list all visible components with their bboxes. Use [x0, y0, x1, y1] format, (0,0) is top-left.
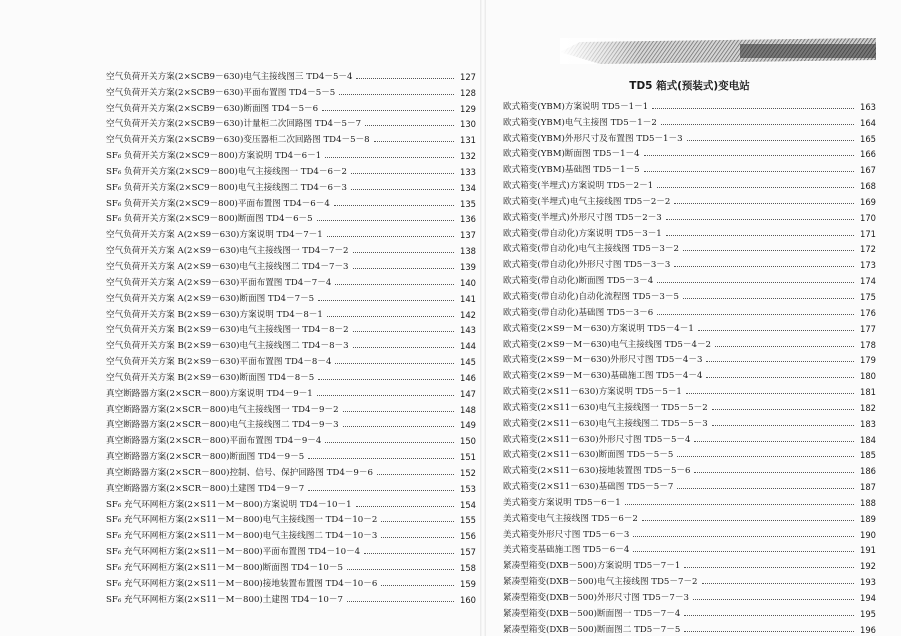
toc-entry-page: 194: [860, 593, 876, 603]
dot-leader: [351, 173, 454, 174]
dot-leader: [694, 441, 854, 442]
dot-leader: [381, 521, 454, 522]
toc-entry-title: 紧凑型箱变(DXB－500)断面图二 TD5－7－5: [503, 624, 681, 635]
toc-entry-title: 欧式箱变(带自动化)基础图 TD5－3－6: [503, 307, 654, 318]
toc-entry: [106, 272, 476, 288]
toc-entry: [503, 555, 876, 571]
dot-leader: [317, 395, 454, 396]
dot-leader: [347, 601, 454, 602]
toc-entry: [106, 335, 476, 351]
toc-entry-page: 182: [860, 402, 876, 413]
toc-entry-title: 欧式箱变(YBM)方案说明 TD5－1－1: [503, 101, 649, 112]
toc-entry-title: 欧式箱变(带自动化)断面图 TD5－3－4: [503, 276, 654, 287]
dot-leader: [666, 235, 854, 236]
toc-entry-page: 195: [860, 608, 876, 619]
dot-leader: [335, 363, 454, 364]
toc-entry-page: 147: [460, 388, 476, 399]
dot-leader: [343, 411, 454, 412]
toc-entry-page: 130: [460, 119, 476, 130]
toc-entry-title: 真空断路器方案(2×SCR－800)控制、信号、保护回路图 TD4－9－6: [106, 467, 373, 478]
toc-entry-page: 136: [460, 214, 476, 225]
toc-entry-page: 191: [860, 545, 876, 556]
toc-entry-page: 141: [460, 293, 476, 304]
toc-entry-title: 空气负荷开关方案 A(2×S9－630)平面布置图 TD4－7－4: [106, 277, 332, 288]
toc-entry-page: 172: [860, 244, 876, 255]
dot-leader: [706, 361, 854, 362]
dot-leader: [308, 458, 454, 459]
dot-leader: [712, 409, 854, 410]
dot-leader: [702, 583, 854, 584]
toc-entry: [503, 397, 876, 413]
toc-entry: [106, 494, 476, 510]
toc-entry: [503, 603, 876, 619]
toc-entry-title: 空气负荷开关方案 A(2×S9－630)电气主接线图二 TD4－7－3: [106, 261, 349, 272]
toc-entry-title: 空气负荷开关方案 B(2×S9－630)断面图 TD4－8－5: [106, 372, 315, 383]
toc-entry-title: 欧式箱变(2×S11－630)方案说明 TD5－5－1: [503, 387, 682, 398]
dot-leader: [325, 157, 454, 158]
dot-leader: [377, 474, 454, 475]
toc-entry-page: 177: [860, 323, 876, 334]
toc-entry-title: 空气负荷开关方案 B(2×S9－630)电气主接线图二 TD4－8－3: [106, 341, 349, 352]
toc-entry-page: 148: [460, 404, 476, 415]
toc-entry-title: 真空断路器方案(2×SCR－800)断面图 TD4－9－5: [106, 452, 305, 463]
toc-entry-title: 欧式箱变(YBM)电气主接图 TD5－1－2: [503, 117, 657, 128]
toc-entry: [503, 286, 876, 302]
toc-entry-page: 134: [460, 182, 476, 193]
toc-entry-title: 美式箱变方案说明 TD5－6－1: [503, 497, 621, 508]
toc-entry-page: 185: [860, 450, 876, 461]
toc-entry: [503, 508, 876, 524]
toc-entry: [106, 573, 476, 589]
toc-entry-page: 179: [860, 355, 876, 366]
toc-entry-page: 164: [860, 117, 876, 128]
toc-entry-page: 186: [860, 466, 876, 477]
toc-entry: [106, 525, 476, 541]
dot-leader: [353, 268, 454, 269]
toc-entry-title: SF₆ 负荷开关方案(2×SC9－800)断面图 TD4－6－5: [106, 214, 313, 225]
toc-entry-title: 空气负荷开关方案 A(2×S9－630)方案说明 TD4－7－1: [106, 230, 323, 241]
toc-entry-page: 173: [860, 260, 876, 271]
toc-entry: [503, 365, 876, 381]
toc-entry: [503, 524, 876, 540]
toc-entry: [106, 98, 476, 114]
toc-left-column: [106, 66, 476, 605]
toc-entry-title: SF₆ 负荷开关方案(2×SC9－800)电气主接线图二 TD4－6－3: [106, 182, 347, 193]
toc-entry-page: 196: [860, 624, 876, 635]
dot-leader: [657, 282, 854, 283]
toc-entry-title: 欧式箱变(YBM)外形尺寸及布置图 TD5－1－3: [503, 133, 683, 144]
dot-leader: [686, 393, 854, 394]
dot-leader: [335, 284, 454, 285]
toc-entry-title: 欧式箱变(带自动化)外形尺寸图 TD5－3－3: [503, 260, 671, 271]
toc-entry: [106, 129, 476, 145]
toc-entry-page: 170: [860, 212, 876, 223]
toc-entry-title: 真空断路器方案(2×SCR－800)电气主接线图一 TD4－9－2: [106, 404, 339, 415]
toc-entry: [503, 413, 876, 429]
toc-entry-title: 欧式箱变(2×S11－630)接地装置图 TD5－5－6: [503, 466, 691, 477]
toc-entry-page: 145: [460, 357, 476, 368]
toc-entry-title: 欧式箱变(2×S11－630)外形尺寸图 TD5－5－4: [503, 434, 691, 445]
dot-leader: [698, 330, 854, 331]
toc-entry-title: 真空断路器方案(2×SCR－800)土建图 TD4－9－7: [106, 483, 305, 494]
toc-entry-page: 188: [860, 497, 876, 508]
toc-entry-page: 155: [460, 515, 476, 526]
dot-leader: [327, 316, 454, 317]
toc-entry-page: 183: [860, 418, 876, 429]
toc-entry-title: 真空断路器方案(2×SCR－800)方案说明 TD4－9－1: [106, 388, 313, 399]
toc-entry-title: 空气负荷开关方案 A(2×S9－630)断面图 TD4－7－5: [106, 293, 315, 304]
toc-entry-title: SF₆ 负荷开关方案(2×SC9－800)电气主接线图一 TD4－6－2: [106, 166, 347, 177]
toc-entry-page: 193: [860, 577, 876, 588]
toc-entry: [106, 430, 476, 446]
toc-entry-title: 欧式箱变(2×S11－630)断面图 TD5－5－5: [503, 450, 674, 461]
dot-leader: [715, 346, 854, 347]
toc-entry: [106, 177, 476, 193]
toc-entry-page: 181: [860, 387, 876, 398]
toc-entry-title: 欧式箱变(半埋式)方案说明 TD5－2－1: [503, 181, 654, 192]
dot-leader: [356, 506, 454, 507]
toc-entry-page: 174: [860, 276, 876, 287]
toc-entry-title: SF₆ 充气环网柜方案(2×S11－M－800)土建图 TD4－10－7: [106, 594, 343, 605]
toc-entry: [106, 209, 476, 225]
toc-entry-title: 空气负荷开关方案(2×SCB9－630)平面布置图 TD4－5－5: [106, 87, 336, 98]
toc-entry-page: 168: [860, 181, 876, 192]
toc-entry: [106, 256, 476, 272]
toc-entry: [503, 334, 876, 350]
toc-entry-title: 欧式箱变(2×S11－630)基础图 TD5－5－7: [503, 482, 674, 493]
toc-entry-title: 紧凑型箱变(DXB－500)断面图一 TD5－7－4: [503, 608, 681, 619]
dot-leader: [684, 567, 854, 568]
dot-leader: [677, 456, 854, 457]
dot-leader: [674, 203, 854, 204]
dot-leader: [644, 171, 854, 172]
toc-entry-title: SF₆ 充气环网柜方案(2×S11－M－800)平面布置图 TD4－10－4: [106, 547, 361, 558]
toc-entry-title: 空气负荷开关方案 B(2×S9－630)平面布置图 TD4－8－4: [106, 357, 332, 368]
toc-entry: [503, 318, 876, 334]
toc-entry-page: 165: [860, 133, 876, 144]
toc-entry: [503, 429, 876, 445]
toc-entry: [106, 478, 476, 494]
toc-entry: [106, 557, 476, 573]
toc-entry: [503, 445, 876, 461]
dot-leader: [683, 250, 854, 251]
dot-leader: [684, 631, 854, 632]
toc-entry: [503, 128, 876, 144]
toc-entry-page: 128: [460, 87, 476, 98]
toc-entry-page: 131: [460, 135, 476, 146]
toc-entry: [503, 540, 876, 556]
dot-leader: [325, 442, 454, 443]
toc-entry: [106, 367, 476, 383]
toc-entry-title: 真空断路器方案(2×SCR－800)平面布置图 TD4－9－4: [106, 436, 322, 447]
toc-entry: [106, 66, 476, 82]
dot-leader: [684, 615, 854, 616]
toc-entry: [106, 383, 476, 399]
toc-entry-title: 欧式箱变(2×S11－630)电气主接线图一 TD5－5－2: [503, 402, 708, 413]
toc-entry-page: 159: [460, 578, 476, 589]
toc-entry-title: 美式箱变基础施工图 TD5－6－4: [503, 545, 630, 556]
dot-leader: [318, 379, 454, 380]
toc-entry-page: 166: [860, 149, 876, 160]
dot-leader: [652, 108, 854, 109]
toc-entry-page: 146: [460, 372, 476, 383]
toc-entry: [503, 571, 876, 587]
toc-entry: [106, 240, 476, 256]
toc-entry-page: 175: [860, 291, 876, 302]
toc-entry-page: 139: [460, 261, 476, 272]
toc-entry-title: 空气负荷开关方案(2×SCB9－630)电气主接线图三 TD4－5－4: [106, 71, 353, 82]
toc-entry: [503, 381, 876, 397]
toc-entry-page: 192: [860, 561, 876, 572]
toc-entry: [503, 159, 876, 175]
dot-leader: [327, 236, 454, 237]
dot-leader: [657, 314, 854, 315]
toc-entry-page: 180: [860, 371, 876, 382]
toc-entry-title: 空气负荷开关方案 A(2×S9－630)电气主接线图一 TD4－7－2: [106, 246, 349, 257]
toc-entry: [503, 302, 876, 318]
dot-leader: [642, 520, 854, 521]
toc-entry-page: 129: [460, 103, 476, 114]
toc-entry: [503, 619, 876, 635]
toc-entry-title: 紧凑型箱变(DXB－500)方案说明 TD5－7－1: [503, 561, 681, 572]
toc-entry-title: 欧式箱变(2×S9－M－630)外形尺寸图 TD5－4－3: [503, 355, 703, 366]
dot-leader: [381, 537, 454, 538]
toc-entry: [503, 96, 876, 112]
toc-entry-page: 169: [860, 196, 876, 207]
toc-entry-page: 143: [460, 325, 476, 336]
toc-entry-title: 美式箱变外形尺寸图 TD5－6－3: [503, 529, 630, 540]
dot-leader: [339, 94, 454, 95]
toc-entry-page: 157: [460, 547, 476, 558]
toc-entry-title: 空气负荷开关方案 B(2×S9－630)电气主接线图一 TD4－8－2: [106, 325, 349, 336]
toc-entry-title: 欧式箱变(YBM)基础图 TD5－1－5: [503, 165, 640, 176]
dot-leader: [356, 78, 454, 79]
toc-entry-title: 欧式箱变(带自动化)电气主接线图 TD5－3－2: [503, 244, 679, 255]
toc-entry-page: 163: [860, 101, 876, 112]
toc-entry-page: 138: [460, 246, 476, 257]
toc-entry-title: 欧式箱变(2×S9－M－630)基础施工图 TD5－4－4: [503, 371, 703, 382]
toc-entry: [106, 288, 476, 304]
toc-entry-title: SF₆ 充气环网柜方案(2×S11－M－800)电气主接线图二 TD4－10－3: [106, 531, 378, 542]
toc-entry-title: 真空断路器方案(2×SCR－800)电气主接线图二 TD4－9－3: [106, 420, 339, 431]
toc-entry: [106, 510, 476, 526]
toc-entry-page: 171: [860, 228, 876, 239]
toc-entry: [503, 112, 876, 128]
dot-leader: [381, 585, 454, 586]
toc-entry-title: 空气负荷开关方案(2×SCB9－630)断面图 TD4－5－6: [106, 103, 319, 114]
dot-leader: [353, 252, 454, 253]
toc-entry: [503, 350, 876, 366]
toc-entry: [106, 589, 476, 605]
toc-entry: [503, 492, 876, 508]
toc-entry-title: 美式箱变电气主接线图 TD5－6－2: [503, 513, 638, 524]
dot-leader: [661, 124, 854, 125]
toc-entry: [106, 82, 476, 98]
toc-entry: [503, 175, 876, 191]
toc-entry: [106, 415, 476, 431]
toc-entry-page: 132: [460, 151, 476, 162]
toc-entry-title: 欧式箱变(带自动化)自动化流程图 TD5－3－5: [503, 291, 679, 302]
toc-entry-page: 127: [460, 71, 476, 82]
toc-entry: [106, 161, 476, 177]
toc-entry-title: 空气负荷开关方案(2×SCB9－630)变压器柜二次回路图 TD4－5－8: [106, 135, 370, 146]
toc-entry-page: 135: [460, 198, 476, 209]
toc-entry: [106, 541, 476, 557]
dot-leader: [334, 205, 454, 206]
dot-leader: [657, 187, 854, 188]
dot-leader: [364, 553, 454, 554]
toc-entry-title: SF₆ 负荷开关方案(2×SC9－800)方案说明 TD4－6－1: [106, 151, 322, 162]
toc-entry: [503, 460, 876, 476]
toc-entry: [106, 304, 476, 320]
toc-entry-page: 167: [860, 165, 876, 176]
toc-entry: [106, 351, 476, 367]
dot-leader: [625, 504, 854, 505]
toc-entry-title: 欧式箱变(YBM)断面图 TD5－1－4: [503, 149, 640, 160]
toc-entry-title: SF₆ 充气环网柜方案(2×S11－M－800)接地装置布置图 TD4－10－6: [106, 578, 378, 589]
toc-entry-title: SF₆ 负荷开关方案(2×SC9－800)平面布置图 TD4－6－4: [106, 198, 330, 209]
toc-entry: [106, 145, 476, 161]
toc-entry: [106, 446, 476, 462]
toc-entry: [106, 114, 476, 130]
toc-entry: [106, 224, 476, 240]
dot-leader: [644, 155, 854, 156]
dot-leader: [351, 189, 454, 190]
toc-entry: [503, 207, 876, 223]
toc-entry-page: 140: [460, 277, 476, 288]
dot-leader: [347, 569, 454, 570]
dot-leader: [633, 536, 854, 537]
header-banner-graphic: [560, 38, 876, 64]
dot-leader: [666, 219, 854, 220]
dot-leader: [683, 298, 854, 299]
toc-entry-page: 184: [860, 434, 876, 445]
toc-entry-title: 空气负荷开关方案(2×SCB9－630)计量柜二次回路图 TD4－5－7: [106, 119, 362, 130]
toc-entry: [503, 144, 876, 160]
toc-entry-page: 137: [460, 230, 476, 241]
section-title: TD5 箱式(预装式)变电站: [629, 80, 750, 92]
toc-entry-page: 153: [460, 483, 476, 494]
dot-leader: [317, 220, 454, 221]
toc-entry-title: 欧式箱变(半埋式)电气主接线图 TD5－2－2: [503, 196, 671, 207]
toc-entry: [503, 239, 876, 255]
dot-leader: [633, 551, 854, 552]
toc-entry: [106, 399, 476, 415]
dot-leader: [694, 472, 854, 473]
toc-entry: [106, 462, 476, 478]
dot-leader: [674, 266, 854, 267]
toc-entry-page: 149: [460, 420, 476, 431]
dot-leader: [343, 426, 454, 427]
page-gutter: [480, 0, 486, 636]
toc-entry-title: 欧式箱变(带自动化)方案说明 TD5－3－1: [503, 228, 662, 239]
toc-entry-page: 144: [460, 341, 476, 352]
toc-entry: [106, 193, 476, 209]
dot-leader: [693, 599, 854, 600]
toc-entry-page: 160: [460, 594, 476, 605]
toc-entry-title: 欧式箱变(2×S9－M－630)方案说明 TD5－4－1: [503, 323, 694, 334]
toc-entry-page: 154: [460, 499, 476, 510]
toc-entry: [503, 191, 876, 207]
toc-entry-page: 156: [460, 531, 476, 542]
toc-entry-page: 190: [860, 529, 876, 540]
dot-leader: [318, 300, 454, 301]
toc-entry: [106, 320, 476, 336]
toc-entry-title: SF₆ 充气环网柜方案(2×S11－M－800)方案说明 TD4－10－1: [106, 499, 352, 510]
toc-entry: [503, 476, 876, 492]
toc-entry-page: 189: [860, 513, 876, 524]
dot-leader: [687, 140, 854, 141]
toc-entry-title: 欧式箱变(2×S11－630)电气主接线图二 TD5－5－3: [503, 418, 708, 429]
dot-leader: [322, 110, 454, 111]
toc-entry-title: SF₆ 充气环网柜方案(2×S11－M－800)电气主接线图一 TD4－10－2: [106, 515, 378, 526]
toc-entry-page: 151: [460, 452, 476, 463]
dot-leader: [353, 347, 454, 348]
dot-leader: [365, 125, 454, 126]
toc-entry-page: 178: [860, 339, 876, 350]
toc-entry-page: 176: [860, 307, 876, 318]
toc-entry: [503, 254, 876, 270]
dot-leader: [712, 425, 854, 426]
toc-entry-page: 187: [860, 482, 876, 493]
toc-entry-title: 欧式箱变(半埋式)外形尺寸图 TD5－2－3: [503, 212, 662, 223]
toc-entry-title: 欧式箱变(2×S9－M－630)电气主接线图 TD5－4－2: [503, 339, 712, 350]
dot-leader: [677, 488, 854, 489]
toc-entry-page: 150: [460, 436, 476, 447]
toc-entry-title: SF₆ 充气环网柜方案(2×S11－M－800)断面图 TD4－10－5: [106, 563, 343, 573]
toc-entry-page: 158: [460, 563, 476, 573]
dot-leader: [308, 490, 454, 491]
toc-entry-title: 紧凑型箱变(DXB－500)电气主接线图 TD5－7－2: [503, 577, 698, 588]
dot-leader: [374, 141, 454, 142]
toc-entry-title: 紧凑型箱变(DXB－500)外形尺寸图 TD5－7－3: [503, 593, 689, 603]
toc-entry-page: 142: [460, 309, 476, 320]
dot-leader: [706, 377, 854, 378]
toc-entry-title: 空气负荷开关方案 B(2×S9－630)方案说明 TD4－8－1: [106, 309, 323, 320]
toc-entry-page: 133: [460, 166, 476, 177]
toc-right-column: [503, 96, 876, 635]
toc-entry: [503, 223, 876, 239]
dot-leader: [353, 331, 454, 332]
toc-entry: [503, 270, 876, 286]
toc-entry-page: 152: [460, 467, 476, 478]
toc-entry: [503, 587, 876, 603]
